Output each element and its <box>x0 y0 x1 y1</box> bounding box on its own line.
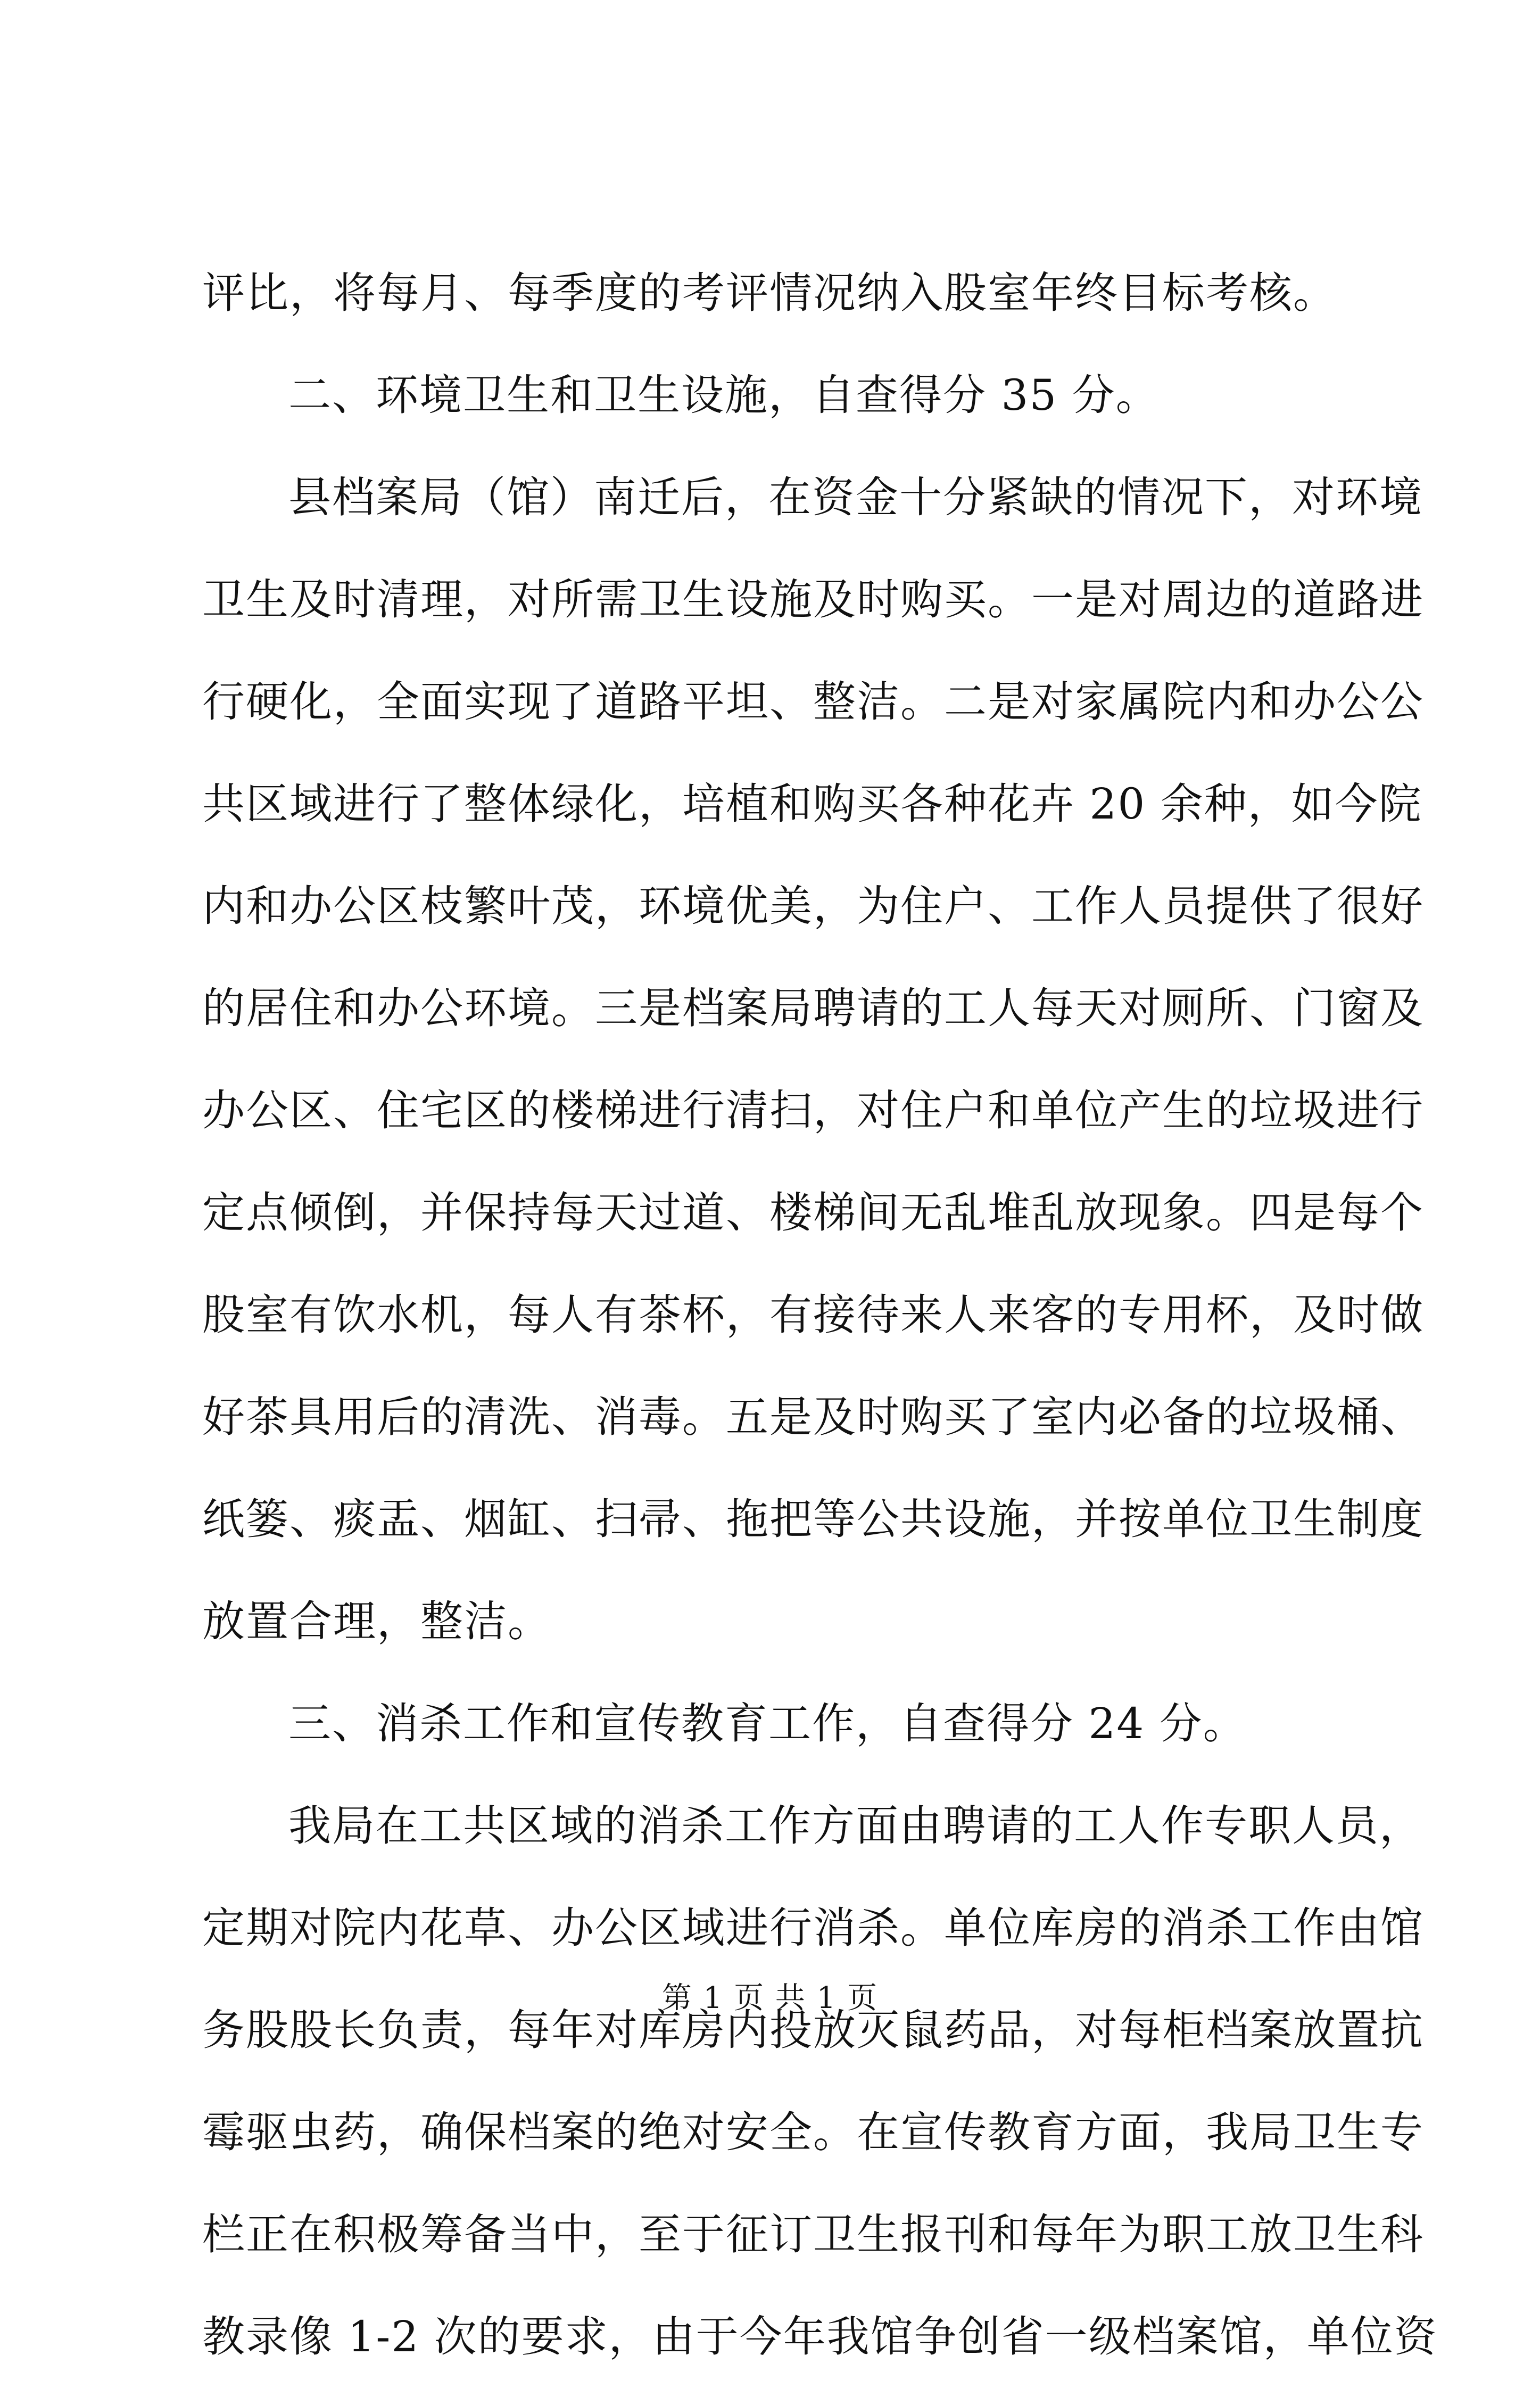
text-line: 我局在工共区域的消杀工作方面由聘请的工人作专职人员， <box>288 1801 1423 1850</box>
text-line: 放置合理，整洁。 <box>202 1597 551 1646</box>
page-number: 第 1 页 共 1 页 <box>661 1981 879 2015</box>
text-line: 行硬化，全面实现了道路平坦、整洁。二是对家属院内和办公公 <box>202 677 1424 726</box>
text-line: 好茶具用后的清洗、消毒。五是及时购买了室内必备的垃圾桶、 <box>202 1392 1424 1442</box>
text-line: 评比，将每月、每季度的考评情况纳入股室年终目标考核。 <box>202 268 1337 318</box>
section-heading: 三、消杀工作和宣传教育工作，自查得分 24 分。 <box>288 1699 1247 1748</box>
section-heading: 二、环境卫生和卫生设施，自查得分 35 分。 <box>288 370 1160 420</box>
text-line: 县档案局（馆）南迁后，在资金十分紧缺的情况下，对环境 <box>288 473 1423 522</box>
text-line: 教录像 1-2 次的要求，由于今年我馆争创省一级档案馆，单位资 <box>202 2312 1438 2361</box>
text-line: 定点倾倒，并保持每天过道、楼梯间无乱堆乱放现象。四是每个 <box>202 1188 1424 1237</box>
text-line: 的居住和办公环境。三是档案局聘请的工人每天对厕所、门窗及 <box>202 984 1424 1033</box>
text-line: 内和办公区枝繁叶茂，环境优美，为住户、工作人员提供了很好 <box>202 881 1424 931</box>
text-line: 办公区、住宅区的楼梯进行清扫，对住户和单位产生的垃圾进行 <box>202 1086 1424 1135</box>
text-line: 栏正在积极筹备当中，至于征订卫生报刊和每年为职工放卫生科 <box>202 2210 1424 2259</box>
text-line: 卫生及时清理，对所需卫生设施及时购买。一是对周边的道路进 <box>202 575 1424 624</box>
text-line: 纸篓、痰盂、烟缸、扫帚、拖把等公共设施，并按单位卫生制度 <box>202 1494 1424 1544</box>
text-line: 定期对院内花草、办公区域进行消杀。单位库房的消杀工作由馆 <box>202 1903 1424 1953</box>
text-line: 霉驱虫药，确保档案的绝对安全。在宣传教育方面，我局卫生专 <box>202 2108 1424 2157</box>
text-line: 股室有饮水机，每人有茶杯，有接待来人来客的专用杯，及时做 <box>202 1290 1424 1340</box>
text-line: 共区域进行了整体绿化，培植和购买各种花卉 20 余种，如今院 <box>202 779 1422 829</box>
text-line: 务股股长负责，每年对库房内投放灭鼠药品，对每柜档案放置抗 <box>202 2005 1424 2055</box>
document-body <box>202 242 1438 2388</box>
